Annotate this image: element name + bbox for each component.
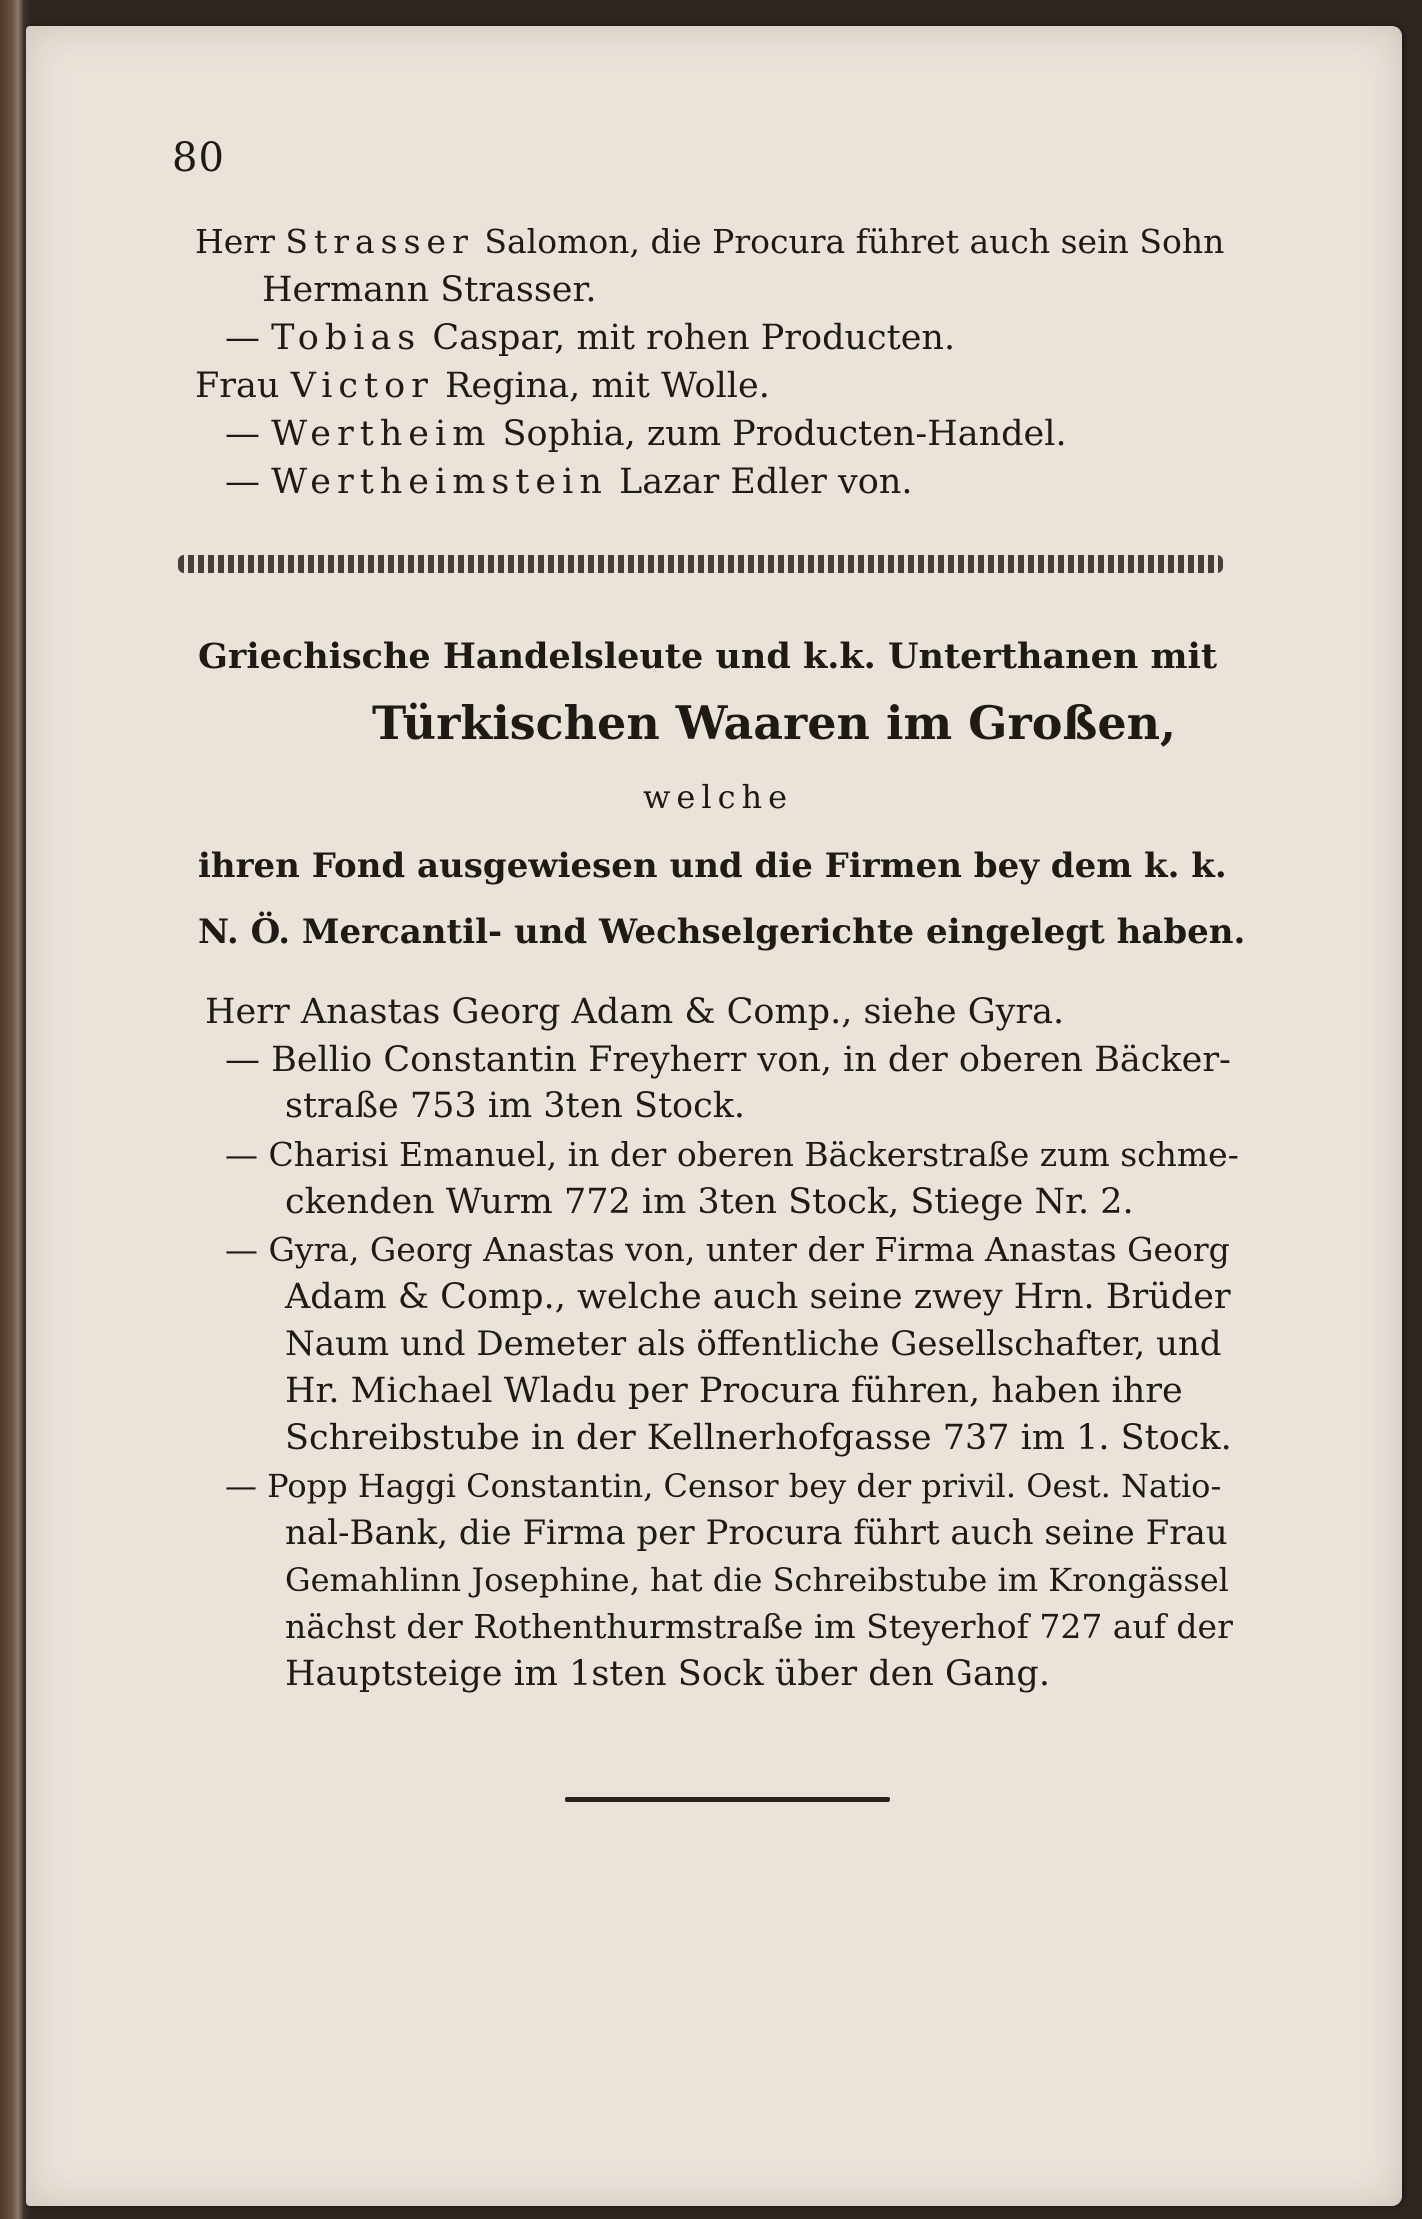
section-heading-line-1: Griechische Handelsleute und k.k. Unterthanen mit — [198, 636, 1218, 677]
entry-prefix: Frau — [195, 366, 280, 406]
entry-line — [262, 268, 597, 312]
section-heading-line-2: Türkischen Waaren im Großen, — [372, 696, 1177, 750]
section-heading-line-3: ihren Fond ausgewiesen und die Firmen bey dem k. k. — [198, 846, 1227, 886]
entry-name: Strasser — [285, 222, 474, 261]
entry-name: Wertheimstein — [271, 462, 608, 502]
entry-line: — Charisi Emanuel, in der oberen Bäckerstraße zum schme- — [225, 1135, 1239, 1174]
entry-name: Victor — [290, 366, 434, 406]
entry-line: — Gyra, Georg Anastas von, unter der Firma Anastas Georg — [225, 1230, 1230, 1269]
entry-prefix: — — [225, 318, 260, 358]
section-heading-line-4: N. Ö. Mercantil- und Wechselgerichte eingelegt haben. — [198, 912, 1246, 952]
entry-line: straße 753 im 3ten Stock. — [285, 1086, 746, 1126]
entry-text: Hermann Strasser. — [262, 270, 597, 310]
entry-prefix: Herr — [195, 222, 275, 261]
entry-line: — Bellio Constantin Freyherr von, in der oberen Bäcker- — [225, 1040, 1231, 1080]
entry-text: Lazar Edler von. — [619, 462, 913, 502]
entry-line: Schreibstube in der Kellnerhofgasse 737 im 1. Stock. — [285, 1418, 1232, 1458]
entry-name: Wertheim — [271, 414, 492, 454]
entry-name: Tobias — [271, 318, 422, 358]
page-number: 80 — [172, 135, 225, 181]
entry-line — [195, 364, 770, 408]
entry-text: Regina, mit Wolle. — [445, 366, 770, 406]
entry-line — [195, 220, 1224, 264]
section-subheading: welche — [643, 778, 794, 816]
entry-line: ckenden Wurm 772 im 3ten Stock, Stiege Nr. 2. — [285, 1182, 1134, 1222]
ornamental-divider — [178, 555, 1223, 573]
end-rule — [565, 1797, 890, 1802]
entry-line: Gemahlinn Josephine, hat die Schreibstube im Krongässel — [285, 1561, 1229, 1599]
entry-line: Naum und Demeter als öffentliche Gesellschafter, und — [285, 1324, 1222, 1364]
entry-line: Herr Anastas Georg Adam & Comp., siehe Gyra. — [205, 992, 1065, 1032]
entry-line: nal-Bank, die Firma per Procura führt auch seine Frau — [285, 1513, 1228, 1553]
entry-line: Adam & Comp., welche auch seine zwey Hrn. Brüder — [285, 1277, 1231, 1317]
entry-text: Sophia, zum Producten-Handel. — [502, 414, 1067, 454]
entry-line — [225, 460, 913, 504]
entry-prefix: — — [225, 462, 260, 502]
entry-line: Hr. Michael Wladu per Procura führen, haben ihre — [285, 1371, 1183, 1411]
entry-line: Hauptsteige im 1sten Sock über den Gang. — [285, 1654, 1050, 1694]
entry-line — [225, 316, 955, 360]
entry-prefix: — — [225, 414, 260, 454]
entry-text: Salomon, die Procura führet auch sein Sohn — [484, 222, 1225, 261]
entry-line: nächst der Rothenthurmstraße im Steyerhof 727 auf der — [285, 1607, 1233, 1646]
entry-text: Caspar, mit rohen Producten. — [432, 318, 956, 358]
entry-line — [225, 412, 1067, 456]
entry-line: — Popp Haggi Constantin, Censor bey der privil. Oest. Natio- — [225, 1467, 1222, 1505]
